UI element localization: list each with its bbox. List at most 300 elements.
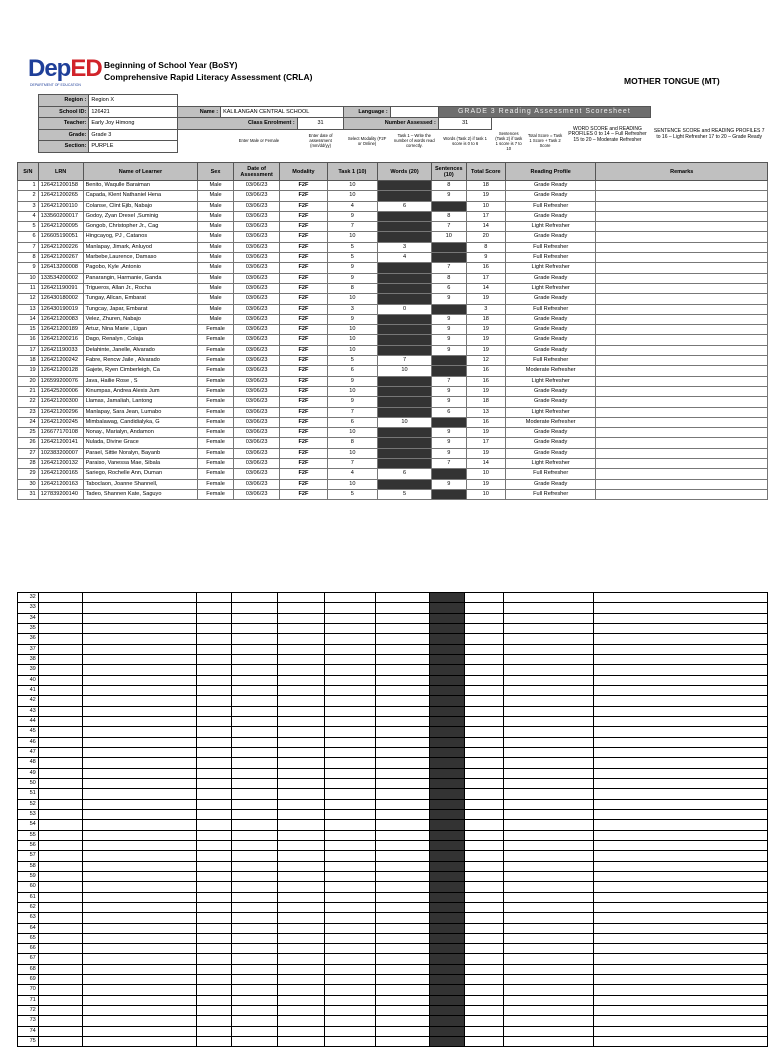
cell-reading-profile[interactable]: Grade Ready bbox=[505, 448, 596, 458]
cell-total-score[interactable]: 19 bbox=[466, 294, 505, 304]
empty-cell[interactable] bbox=[430, 851, 464, 861]
cell-task-1-10[interactable]: 10 bbox=[327, 345, 378, 355]
cell-task-1-10[interactable]: 7 bbox=[327, 222, 378, 232]
empty-cell[interactable] bbox=[38, 964, 82, 974]
empty-cell[interactable] bbox=[464, 706, 503, 716]
cell-modality[interactable]: F2F bbox=[280, 397, 327, 407]
cell-words-20[interactable] bbox=[378, 448, 432, 458]
empty-cell[interactable] bbox=[278, 840, 325, 850]
empty-cell[interactable] bbox=[594, 706, 768, 716]
empty-cell[interactable] bbox=[278, 623, 325, 633]
empty-cell[interactable] bbox=[232, 768, 278, 778]
empty-cell[interactable] bbox=[430, 954, 464, 964]
empty-cell[interactable] bbox=[325, 634, 376, 644]
empty-cell[interactable] bbox=[196, 809, 231, 819]
cell-sentences-10[interactable]: 7 bbox=[431, 222, 466, 232]
empty-cell[interactable] bbox=[464, 1016, 503, 1026]
empty-cell[interactable] bbox=[82, 902, 196, 912]
cell-total-score[interactable]: 10 bbox=[466, 489, 505, 499]
cell-remarks[interactable] bbox=[596, 345, 768, 355]
empty-cell[interactable] bbox=[278, 747, 325, 757]
empty-cell[interactable] bbox=[82, 944, 196, 954]
cell-sex[interactable]: Female bbox=[198, 428, 234, 438]
empty-cell[interactable] bbox=[278, 964, 325, 974]
cell-words-20[interactable] bbox=[378, 191, 432, 201]
cell-total-score[interactable]: 8 bbox=[466, 242, 505, 252]
empty-cell[interactable] bbox=[232, 716, 278, 726]
empty-cell[interactable] bbox=[594, 593, 768, 603]
empty-cell[interactable] bbox=[38, 954, 82, 964]
empty-cell[interactable] bbox=[504, 716, 594, 726]
empty-cell[interactable] bbox=[430, 830, 464, 840]
empty-cell[interactable] bbox=[504, 923, 594, 933]
empty-cell[interactable] bbox=[278, 716, 325, 726]
empty-cell[interactable] bbox=[376, 840, 430, 850]
empty-cell[interactable] bbox=[278, 696, 325, 706]
cell-task-1-10[interactable]: 10 bbox=[327, 294, 378, 304]
empty-cell[interactable] bbox=[82, 747, 196, 757]
empty-cell[interactable] bbox=[430, 727, 464, 737]
empty-cell[interactable] bbox=[232, 995, 278, 1005]
empty-cell[interactable] bbox=[232, 623, 278, 633]
cell-date-of-assessment[interactable]: 03/06/23 bbox=[233, 211, 280, 221]
empty-cell[interactable] bbox=[430, 654, 464, 664]
empty-cell[interactable] bbox=[232, 820, 278, 830]
empty-cell[interactable] bbox=[82, 603, 196, 613]
empty-cell[interactable] bbox=[82, 593, 196, 603]
empty-cell[interactable] bbox=[38, 685, 82, 695]
empty-cell[interactable] bbox=[82, 1016, 196, 1026]
cell-reading-profile[interactable]: Grade Ready bbox=[505, 211, 596, 221]
cell-date-of-assessment[interactable]: 03/06/23 bbox=[233, 417, 280, 427]
empty-cell[interactable] bbox=[376, 851, 430, 861]
enrolment-value[interactable]: 31 bbox=[297, 118, 344, 130]
empty-cell[interactable] bbox=[82, 1006, 196, 1016]
cell-date-of-assessment[interactable]: 03/06/23 bbox=[233, 242, 280, 252]
empty-cell[interactable] bbox=[38, 871, 82, 881]
empty-cell[interactable] bbox=[196, 840, 231, 850]
empty-cell[interactable] bbox=[504, 871, 594, 881]
empty-cell[interactable] bbox=[278, 892, 325, 902]
empty-cell[interactable] bbox=[430, 933, 464, 943]
cell-sentences-10[interactable]: 8 bbox=[431, 181, 466, 191]
region-value[interactable]: Region X bbox=[89, 95, 177, 107]
cell-sex[interactable]: Female bbox=[198, 376, 234, 386]
cell-sex[interactable]: Male bbox=[198, 211, 234, 221]
empty-cell[interactable] bbox=[196, 892, 231, 902]
empty-cell[interactable] bbox=[430, 1037, 464, 1047]
empty-cell[interactable] bbox=[278, 851, 325, 861]
school-id-value[interactable]: 126421 bbox=[89, 106, 177, 118]
empty-cell[interactable] bbox=[464, 913, 503, 923]
empty-cell[interactable] bbox=[376, 944, 430, 954]
empty-cell[interactable] bbox=[376, 644, 430, 654]
empty-cell[interactable] bbox=[464, 716, 503, 726]
empty-cell[interactable] bbox=[464, 964, 503, 974]
cell-total-score[interactable]: 17 bbox=[466, 273, 505, 283]
empty-cell[interactable] bbox=[464, 902, 503, 912]
empty-cell[interactable] bbox=[82, 995, 196, 1005]
empty-cell[interactable] bbox=[325, 613, 376, 623]
empty-cell[interactable] bbox=[232, 789, 278, 799]
empty-cell[interactable] bbox=[232, 634, 278, 644]
empty-cell[interactable] bbox=[430, 913, 464, 923]
empty-cell[interactable] bbox=[504, 634, 594, 644]
cell-remarks[interactable] bbox=[596, 191, 768, 201]
cell-remarks[interactable] bbox=[596, 325, 768, 335]
empty-cell[interactable] bbox=[196, 985, 231, 995]
empty-cell[interactable] bbox=[430, 758, 464, 768]
empty-cell[interactable] bbox=[594, 830, 768, 840]
cell-remarks[interactable] bbox=[596, 181, 768, 191]
cell-sentences-10[interactable]: 7 bbox=[431, 263, 466, 273]
cell-total-score[interactable]: 20 bbox=[466, 232, 505, 242]
empty-cell[interactable] bbox=[464, 851, 503, 861]
empty-cell[interactable] bbox=[38, 799, 82, 809]
empty-cell[interactable] bbox=[38, 851, 82, 861]
cell-total-score[interactable]: 19 bbox=[466, 325, 505, 335]
empty-cell[interactable] bbox=[232, 593, 278, 603]
empty-cell[interactable] bbox=[82, 851, 196, 861]
empty-cell[interactable] bbox=[196, 975, 231, 985]
empty-cell[interactable] bbox=[325, 1016, 376, 1026]
empty-cell[interactable] bbox=[464, 933, 503, 943]
cell-sex[interactable]: Male bbox=[198, 304, 234, 314]
cell-task-1-10[interactable]: 9 bbox=[327, 263, 378, 273]
empty-cell[interactable] bbox=[278, 954, 325, 964]
cell-sentences-10[interactable]: 6 bbox=[431, 283, 466, 293]
cell-modality[interactable]: F2F bbox=[280, 417, 327, 427]
empty-cell[interactable] bbox=[430, 716, 464, 726]
cell-remarks[interactable] bbox=[596, 273, 768, 283]
cell-words-20[interactable]: 3 bbox=[378, 242, 432, 252]
cell-reading-profile[interactable]: Grade Ready bbox=[505, 345, 596, 355]
empty-cell[interactable] bbox=[82, 623, 196, 633]
cell-words-20[interactable] bbox=[378, 325, 432, 335]
empty-cell[interactable] bbox=[376, 964, 430, 974]
empty-cell[interactable] bbox=[376, 995, 430, 1005]
empty-cell[interactable] bbox=[82, 758, 196, 768]
empty-cell[interactable] bbox=[196, 861, 231, 871]
empty-cell[interactable] bbox=[232, 871, 278, 881]
empty-cell[interactable] bbox=[196, 706, 231, 716]
empty-cell[interactable] bbox=[430, 768, 464, 778]
assessed-value[interactable]: 31 bbox=[438, 118, 492, 130]
empty-cell[interactable] bbox=[464, 789, 503, 799]
empty-cell[interactable] bbox=[278, 809, 325, 819]
cell-sex[interactable]: Female bbox=[198, 386, 234, 396]
cell-total-score[interactable]: 19 bbox=[466, 345, 505, 355]
empty-cell[interactable] bbox=[376, 820, 430, 830]
empty-cell[interactable] bbox=[325, 975, 376, 985]
cell-reading-profile[interactable]: Moderate Refresher bbox=[505, 366, 596, 376]
empty-cell[interactable] bbox=[504, 1016, 594, 1026]
empty-cell[interactable] bbox=[594, 634, 768, 644]
empty-cell[interactable] bbox=[430, 923, 464, 933]
empty-cell[interactable] bbox=[38, 613, 82, 623]
empty-cell[interactable] bbox=[504, 933, 594, 943]
empty-cell[interactable] bbox=[376, 654, 430, 664]
empty-cell[interactable] bbox=[82, 871, 196, 881]
empty-cell[interactable] bbox=[232, 799, 278, 809]
empty-cell[interactable] bbox=[232, 892, 278, 902]
cell-remarks[interactable] bbox=[596, 356, 768, 366]
cell-sentences-10[interactable]: 10 bbox=[431, 232, 466, 242]
cell-sex[interactable]: Female bbox=[198, 489, 234, 499]
empty-cell[interactable] bbox=[325, 716, 376, 726]
empty-cell[interactable] bbox=[82, 644, 196, 654]
empty-cell[interactable] bbox=[430, 995, 464, 1005]
empty-cell[interactable] bbox=[232, 737, 278, 747]
cell-total-score[interactable]: 12 bbox=[466, 356, 505, 366]
empty-cell[interactable] bbox=[464, 840, 503, 850]
empty-cell[interactable] bbox=[82, 716, 196, 726]
empty-cell[interactable] bbox=[278, 1037, 325, 1047]
cell-date-of-assessment[interactable]: 03/06/23 bbox=[233, 345, 280, 355]
empty-cell[interactable] bbox=[594, 623, 768, 633]
empty-cell[interactable] bbox=[38, 737, 82, 747]
empty-cell[interactable] bbox=[464, 644, 503, 654]
empty-cell[interactable] bbox=[82, 820, 196, 830]
empty-cell[interactable] bbox=[278, 685, 325, 695]
empty-cell[interactable] bbox=[504, 758, 594, 768]
empty-cell[interactable] bbox=[376, 913, 430, 923]
empty-cell[interactable] bbox=[232, 954, 278, 964]
empty-cell[interactable] bbox=[594, 975, 768, 985]
empty-cell[interactable] bbox=[594, 1006, 768, 1016]
cell-task-1-10[interactable]: 5 bbox=[327, 489, 378, 499]
cell-sex[interactable]: Female bbox=[198, 397, 234, 407]
cell-total-score[interactable]: 19 bbox=[466, 386, 505, 396]
empty-cell[interactable] bbox=[278, 944, 325, 954]
empty-cell[interactable] bbox=[38, 985, 82, 995]
cell-sex[interactable]: Female bbox=[198, 407, 234, 417]
empty-cell[interactable] bbox=[325, 1026, 376, 1036]
cell-reading-profile[interactable]: Grade Ready bbox=[505, 191, 596, 201]
empty-cell[interactable] bbox=[504, 985, 594, 995]
cell-total-score[interactable]: 13 bbox=[466, 407, 505, 417]
cell-date-of-assessment[interactable]: 03/06/23 bbox=[233, 263, 280, 273]
cell-total-score[interactable]: 17 bbox=[466, 438, 505, 448]
cell-sentences-10[interactable] bbox=[431, 356, 466, 366]
empty-cell[interactable] bbox=[376, 892, 430, 902]
empty-cell[interactable] bbox=[504, 789, 594, 799]
empty-cell[interactable] bbox=[82, 892, 196, 902]
empty-cell[interactable] bbox=[82, 933, 196, 943]
empty-cell[interactable] bbox=[232, 1037, 278, 1047]
empty-cell[interactable] bbox=[504, 778, 594, 788]
empty-cell[interactable] bbox=[232, 933, 278, 943]
empty-cell[interactable] bbox=[232, 985, 278, 995]
empty-cell[interactable] bbox=[464, 882, 503, 892]
empty-cell[interactable] bbox=[376, 954, 430, 964]
empty-cell[interactable] bbox=[278, 933, 325, 943]
empty-cell[interactable] bbox=[376, 1006, 430, 1016]
cell-sex[interactable]: Female bbox=[198, 345, 234, 355]
cell-date-of-assessment[interactable]: 03/06/23 bbox=[233, 294, 280, 304]
cell-words-20[interactable] bbox=[378, 428, 432, 438]
empty-cell[interactable] bbox=[325, 923, 376, 933]
empty-cell[interactable] bbox=[278, 799, 325, 809]
empty-cell[interactable] bbox=[464, 603, 503, 613]
cell-remarks[interactable] bbox=[596, 314, 768, 324]
cell-date-of-assessment[interactable]: 03/06/23 bbox=[233, 191, 280, 201]
empty-cell[interactable] bbox=[196, 727, 231, 737]
cell-remarks[interactable] bbox=[596, 386, 768, 396]
empty-cell[interactable] bbox=[325, 882, 376, 892]
empty-cell[interactable] bbox=[38, 892, 82, 902]
empty-cell[interactable] bbox=[325, 861, 376, 871]
empty-cell[interactable] bbox=[504, 696, 594, 706]
empty-cell[interactable] bbox=[278, 861, 325, 871]
cell-reading-profile[interactable]: Full Refresher bbox=[505, 201, 596, 211]
cell-words-20[interactable]: 10 bbox=[378, 417, 432, 427]
empty-cell[interactable] bbox=[464, 747, 503, 757]
cell-reading-profile[interactable]: Light Refresher bbox=[505, 459, 596, 469]
cell-words-20[interactable] bbox=[378, 273, 432, 283]
empty-cell[interactable] bbox=[325, 747, 376, 757]
empty-cell[interactable] bbox=[504, 675, 594, 685]
cell-sex[interactable]: Female bbox=[198, 438, 234, 448]
cell-sentences-10[interactable]: 9 bbox=[431, 345, 466, 355]
cell-total-score[interactable]: 19 bbox=[466, 335, 505, 345]
empty-cell[interactable] bbox=[464, 1006, 503, 1016]
empty-cell[interactable] bbox=[232, 882, 278, 892]
language-value[interactable] bbox=[390, 106, 438, 118]
empty-cell[interactable] bbox=[278, 593, 325, 603]
empty-cell[interactable] bbox=[504, 1026, 594, 1036]
cell-modality[interactable]: F2F bbox=[280, 376, 327, 386]
empty-cell[interactable] bbox=[430, 840, 464, 850]
empty-cell[interactable] bbox=[38, 778, 82, 788]
empty-cell[interactable] bbox=[232, 603, 278, 613]
empty-cell[interactable] bbox=[430, 789, 464, 799]
empty-cell[interactable] bbox=[430, 747, 464, 757]
empty-cell[interactable] bbox=[594, 747, 768, 757]
empty-cell[interactable] bbox=[82, 975, 196, 985]
cell-reading-profile[interactable]: Grade Ready bbox=[505, 479, 596, 489]
cell-date-of-assessment[interactable]: 03/06/23 bbox=[233, 428, 280, 438]
cell-reading-profile[interactable]: Grade Ready bbox=[505, 232, 596, 242]
empty-cell[interactable] bbox=[594, 985, 768, 995]
cell-sex[interactable]: Male bbox=[198, 283, 234, 293]
cell-words-20[interactable]: 7 bbox=[378, 356, 432, 366]
empty-cell[interactable] bbox=[594, 995, 768, 1005]
empty-cell[interactable] bbox=[464, 768, 503, 778]
empty-cell[interactable] bbox=[430, 644, 464, 654]
empty-cell[interactable] bbox=[504, 861, 594, 871]
empty-cell[interactable] bbox=[325, 654, 376, 664]
empty-cell[interactable] bbox=[430, 902, 464, 912]
cell-modality[interactable]: F2F bbox=[280, 356, 327, 366]
empty-cell[interactable] bbox=[376, 1016, 430, 1026]
empty-cell[interactable] bbox=[325, 603, 376, 613]
empty-cell[interactable] bbox=[278, 871, 325, 881]
empty-cell[interactable] bbox=[464, 861, 503, 871]
empty-cell[interactable] bbox=[38, 975, 82, 985]
empty-cell[interactable] bbox=[232, 758, 278, 768]
cell-task-1-10[interactable]: 8 bbox=[327, 283, 378, 293]
empty-cell[interactable] bbox=[38, 820, 82, 830]
empty-cell[interactable] bbox=[430, 634, 464, 644]
empty-cell[interactable] bbox=[278, 1026, 325, 1036]
empty-cell[interactable] bbox=[430, 593, 464, 603]
cell-sentences-10[interactable]: 9 bbox=[431, 314, 466, 324]
empty-cell[interactable] bbox=[504, 747, 594, 757]
empty-cell[interactable] bbox=[38, 675, 82, 685]
empty-cell[interactable] bbox=[196, 964, 231, 974]
cell-sex[interactable]: Male bbox=[198, 222, 234, 232]
empty-cell[interactable] bbox=[325, 644, 376, 654]
empty-cell[interactable] bbox=[232, 727, 278, 737]
empty-cell[interactable] bbox=[464, 613, 503, 623]
cell-reading-profile[interactable]: Light Refresher bbox=[505, 407, 596, 417]
empty-cell[interactable] bbox=[278, 778, 325, 788]
empty-cell[interactable] bbox=[504, 685, 594, 695]
empty-cell[interactable] bbox=[278, 913, 325, 923]
cell-sex[interactable]: Male bbox=[198, 181, 234, 191]
empty-cell[interactable] bbox=[430, 1016, 464, 1026]
empty-cell[interactable] bbox=[278, 789, 325, 799]
cell-modality[interactable]: F2F bbox=[280, 211, 327, 221]
cell-date-of-assessment[interactable]: 03/06/23 bbox=[233, 253, 280, 263]
empty-cell[interactable] bbox=[464, 1026, 503, 1036]
empty-cell[interactable] bbox=[278, 706, 325, 716]
cell-remarks[interactable] bbox=[596, 242, 768, 252]
empty-cell[interactable] bbox=[196, 644, 231, 654]
cell-modality[interactable]: F2F bbox=[280, 304, 327, 314]
cell-words-20[interactable] bbox=[378, 232, 432, 242]
cell-date-of-assessment[interactable]: 03/06/23 bbox=[233, 304, 280, 314]
empty-cell[interactable] bbox=[38, 654, 82, 664]
cell-total-score[interactable]: 19 bbox=[466, 448, 505, 458]
empty-cell[interactable] bbox=[278, 985, 325, 995]
empty-cell[interactable] bbox=[196, 634, 231, 644]
cell-date-of-assessment[interactable]: 03/06/23 bbox=[233, 376, 280, 386]
empty-cell[interactable] bbox=[464, 871, 503, 881]
empty-cell[interactable] bbox=[38, 830, 82, 840]
empty-cell[interactable] bbox=[232, 944, 278, 954]
cell-task-1-10[interactable]: 9 bbox=[327, 397, 378, 407]
empty-cell[interactable] bbox=[82, 861, 196, 871]
cell-sentences-10[interactable]: 9 bbox=[431, 386, 466, 396]
empty-cell[interactable] bbox=[594, 789, 768, 799]
empty-cell[interactable] bbox=[38, 861, 82, 871]
empty-cell[interactable] bbox=[232, 654, 278, 664]
empty-cell[interactable] bbox=[430, 623, 464, 633]
empty-cell[interactable] bbox=[376, 1037, 430, 1047]
empty-cell[interactable] bbox=[196, 675, 231, 685]
empty-cell[interactable] bbox=[464, 830, 503, 840]
empty-cell[interactable] bbox=[594, 675, 768, 685]
cell-sentences-10[interactable]: 9 bbox=[431, 335, 466, 345]
empty-cell[interactable] bbox=[594, 820, 768, 830]
empty-cell[interactable] bbox=[430, 820, 464, 830]
empty-cell[interactable] bbox=[38, 882, 82, 892]
cell-modality[interactable]: F2F bbox=[280, 448, 327, 458]
empty-cell[interactable] bbox=[232, 902, 278, 912]
empty-cell[interactable] bbox=[376, 985, 430, 995]
empty-cell[interactable] bbox=[325, 778, 376, 788]
cell-sentences-10[interactable]: 9 bbox=[431, 438, 466, 448]
cell-date-of-assessment[interactable]: 03/06/23 bbox=[233, 407, 280, 417]
cell-modality[interactable]: F2F bbox=[280, 242, 327, 252]
empty-cell[interactable] bbox=[594, 923, 768, 933]
cell-sentences-10[interactable] bbox=[431, 366, 466, 376]
cell-sentences-10[interactable]: 9 bbox=[431, 428, 466, 438]
empty-cell[interactable] bbox=[196, 851, 231, 861]
empty-cell[interactable] bbox=[376, 758, 430, 768]
